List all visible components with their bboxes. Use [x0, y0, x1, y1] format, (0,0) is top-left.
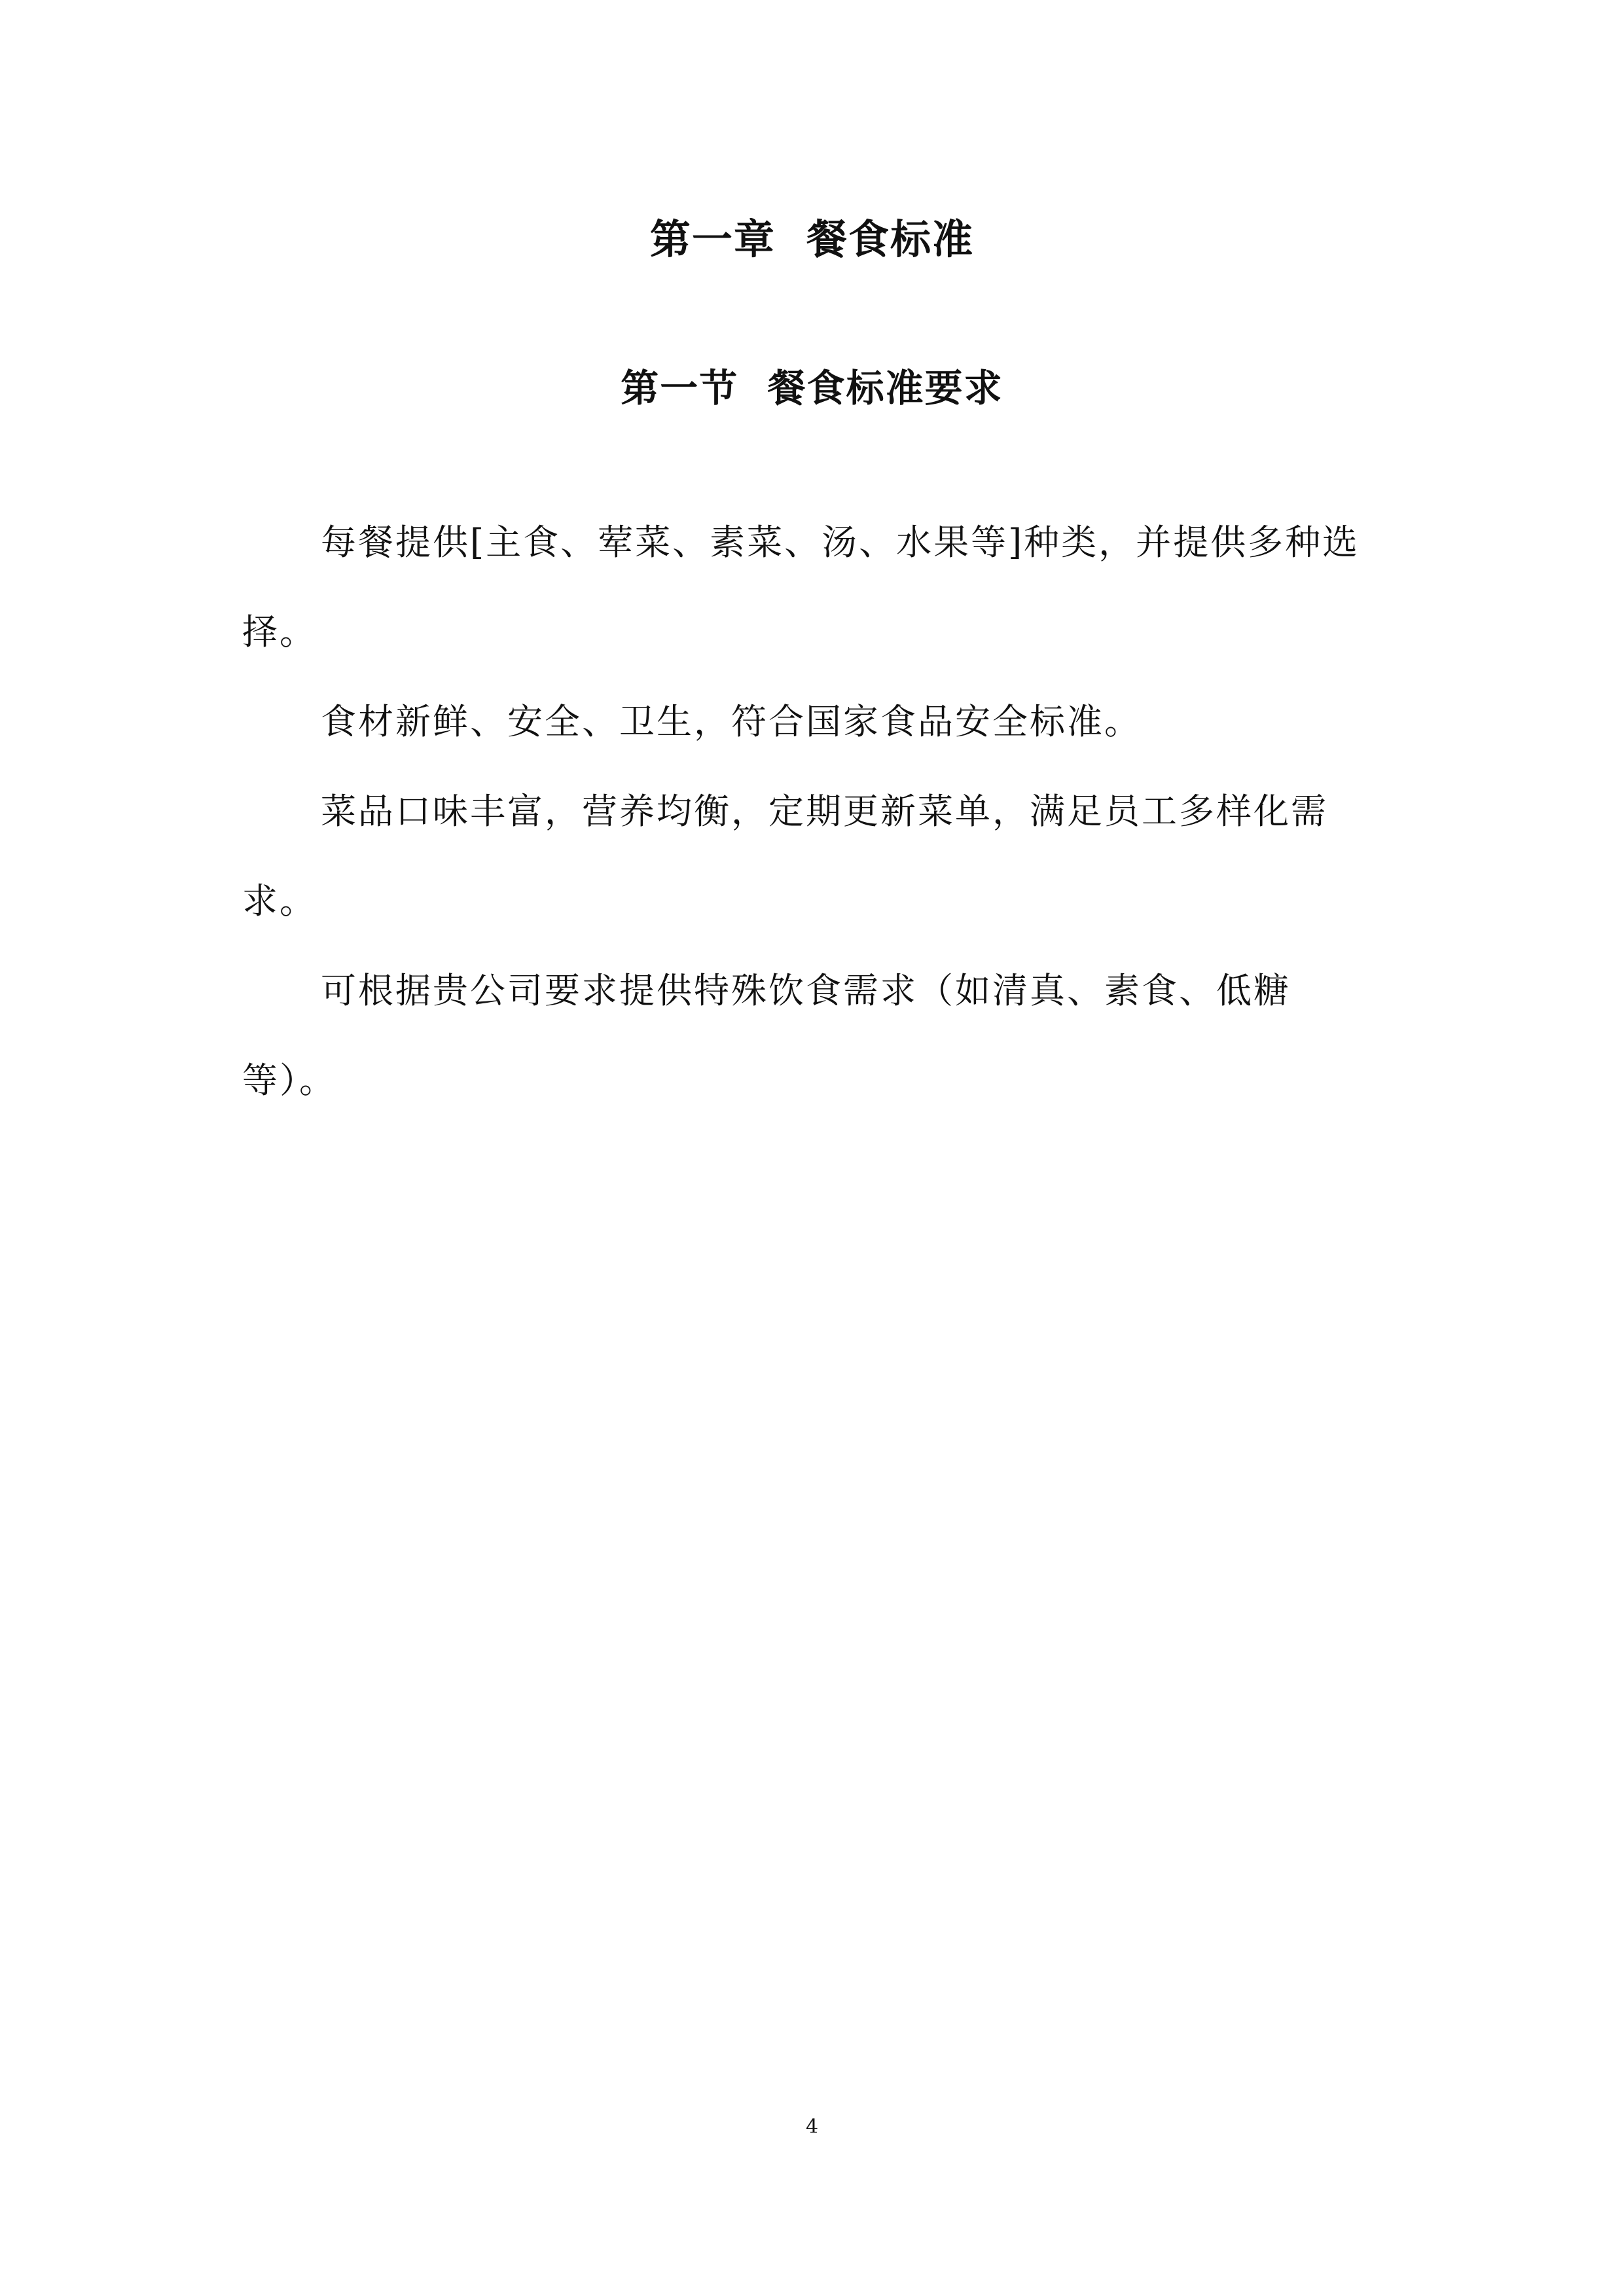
body-text	[242, 497, 1384, 1125]
paragraph-special-diets: 可根据贵公司要求提供特殊饮食需求（如清真、素食、低糖等）。	[242, 970, 1291, 1101]
paragraph-menu-variety: 菜品口味丰富，营养均衡，定期更新菜单，满足员工多样化需求。	[242, 791, 1328, 922]
section-title: 第一节 餐食标准要求	[621, 366, 1003, 410]
paragraph-ingredients: 食材新鲜、安全、卫生，符合国家食品安全标准。	[321, 701, 1142, 742]
page-number: 4	[805, 2115, 819, 2138]
chapter-title: 第一章 餐食标准	[649, 215, 975, 263]
paragraph-meal-types: 每餐提供[主食、荤菜、素菜、汤、水果等]种类，并提供多种选择。	[242, 522, 1360, 653]
